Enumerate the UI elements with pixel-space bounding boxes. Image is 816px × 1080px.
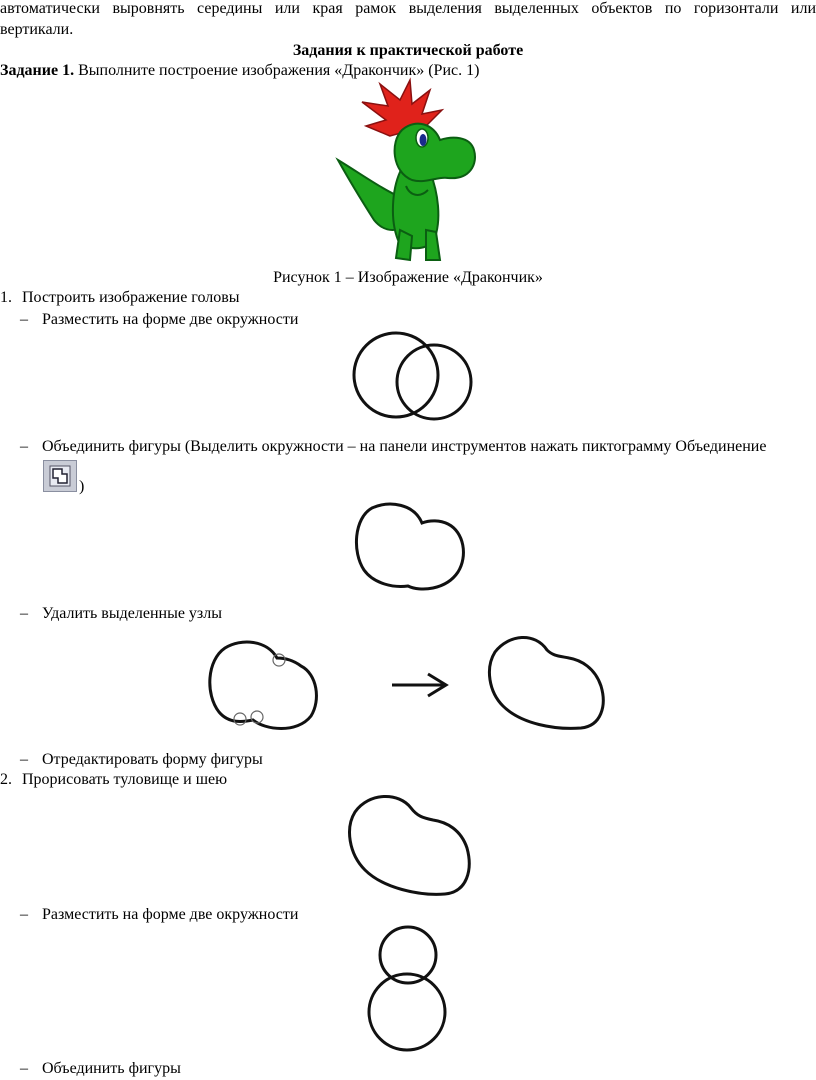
- task-1-text: Выполните построение изображения «Дракончик» (Рис. 1): [78, 62, 480, 79]
- step-1-text: Построить изображение головы: [22, 289, 240, 306]
- dragon-leg-left: [396, 230, 412, 260]
- union-tool-button[interactable]: [43, 460, 77, 492]
- merged-shape: [350, 500, 470, 595]
- dragon-pupil: [420, 134, 427, 146]
- substep-1-1: [20, 311, 298, 329]
- node-marker: [273, 654, 285, 666]
- dash: –: [20, 751, 28, 768]
- substep-2-2-text: Объединить фигуры: [42, 1060, 181, 1077]
- dash: –: [20, 1060, 28, 1077]
- substep-1-2-text: Объединить фигуры (Выделить окружности – на панели инструментов нажать пиктограмму Объединение: [42, 438, 767, 455]
- section-title: Задания к практической работе: [292, 42, 524, 59]
- right-arrow-icon: [390, 672, 450, 698]
- two-circles-body: [362, 925, 452, 1055]
- substep-1-4-text: Отредактировать форму фигуры: [42, 751, 263, 768]
- edited-head-shape: [485, 630, 610, 735]
- substep-2-1: [20, 906, 298, 924]
- two-circles-head: [345, 325, 475, 425]
- task-1-label: Задание 1.: [0, 62, 75, 79]
- dash: –: [20, 311, 28, 328]
- node-marker: [234, 713, 246, 725]
- body-circle: [369, 974, 445, 1050]
- substep-1-3: [20, 605, 222, 623]
- step-2-text: Прорисовать туловище и шею: [22, 771, 228, 788]
- step-1: [0, 289, 240, 307]
- figure-caption: Рисунок 1 – Изображение «Дракончик»: [273, 269, 543, 286]
- head-shape-final: [345, 790, 475, 900]
- substep-1-4: [20, 751, 263, 769]
- substep-1-1-text: Разместить на форме две окружности: [42, 311, 299, 328]
- substep-1-2-line2: ): [79, 478, 85, 495]
- substep-2-1-text: Разместить на форме две окружности: [42, 906, 299, 923]
- dragon-figure: [330, 80, 480, 265]
- shape-with-nodes: [205, 638, 325, 738]
- union-outline: [356, 504, 463, 589]
- substep-1-3-text: Удалить выделенные узлы: [42, 605, 222, 622]
- substep-1-2: [20, 438, 816, 456]
- dash: –: [20, 605, 28, 622]
- union-icon: [49, 465, 71, 487]
- intro-line-1: автоматически выровнять середины или края рамок выделения выделенных объектов по горизонтали или: [0, 0, 816, 17]
- step-1-number: 1.: [0, 289, 12, 306]
- substep-2-2: [20, 1060, 181, 1078]
- step-2-number: 2.: [0, 771, 12, 788]
- dragon-leg-right: [426, 230, 440, 260]
- intro-line-2: вертикали.: [0, 21, 74, 38]
- dash: –: [20, 438, 28, 455]
- step-2: [0, 771, 227, 789]
- task-1: [0, 62, 479, 80]
- dragon-head: [395, 124, 475, 181]
- dash: –: [20, 906, 28, 923]
